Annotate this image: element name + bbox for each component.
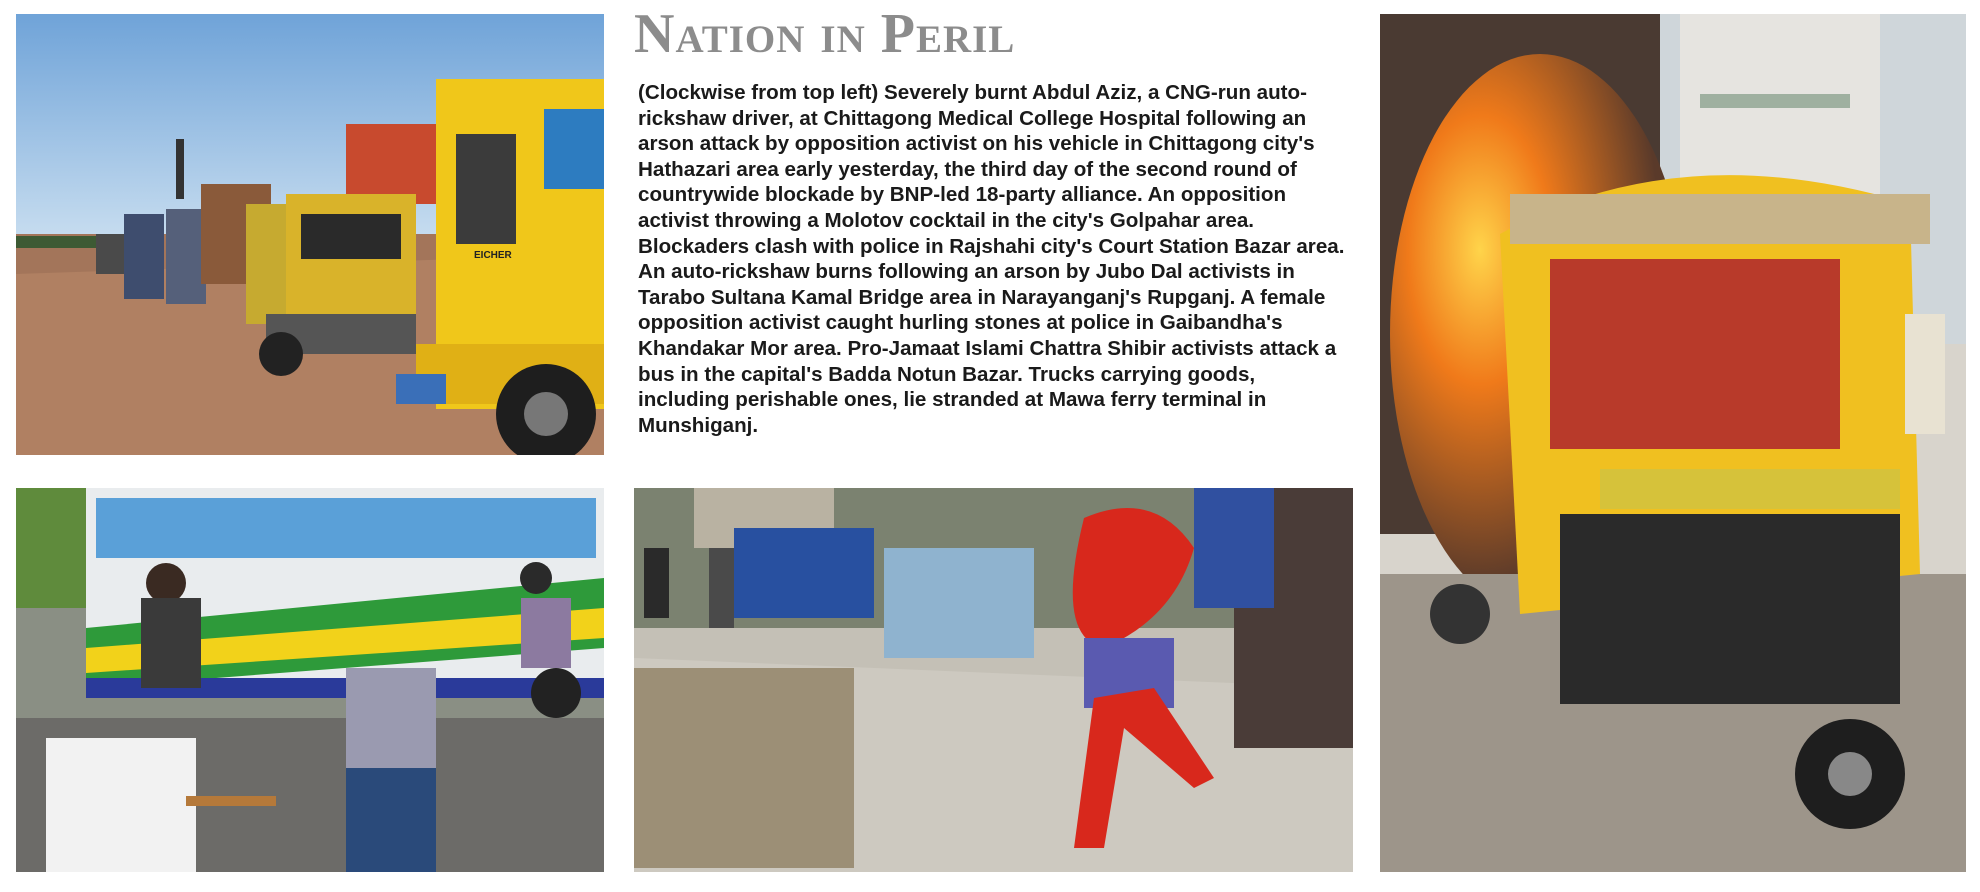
photo-caption: (Clockwise from top left) Severely burnt Abdul Aziz, a CNG-run auto-rickshaw driver, at Chittagong Medical College Hospital following an arson attack by opposition activist on his vehicle in Chittagong city's Hathazari area early yesterday, the third day of the second round of countrywide blockade by BNP-led 18-party alliance. An opposition activist throwing a Molotov cocktail in the city's Golpahar area. Blockaders clash with police in Rajshahi city's Court Station Bazar area. An auto-rickshaw burns following an arson by Jubo Dal activists in Tarabo Sultana Kamal Bridge area in Narayanganj's Rupganj. A female opposition activist caught hurling stones at police in Gaibandha's Khandakar Mor area. Pro-Jamaat Islami Chattra Shibir activists attack a bus in the capital's Badda Notun Bazar. Trucks carrying goods, including perishable ones, lie stranded at Mawa ferry terminal in Munshiganj. <box>638 81 1345 437</box>
headline: Nation in Peril <box>634 3 1016 65</box>
truck-brand-text: EICHER <box>474 250 512 261</box>
photo-bus-attack <box>16 488 604 872</box>
photo-burning-auto-rickshaw <box>1380 14 1966 872</box>
photo-stone-thrower <box>634 488 1353 872</box>
photo-stranded-trucks <box>16 14 604 455</box>
